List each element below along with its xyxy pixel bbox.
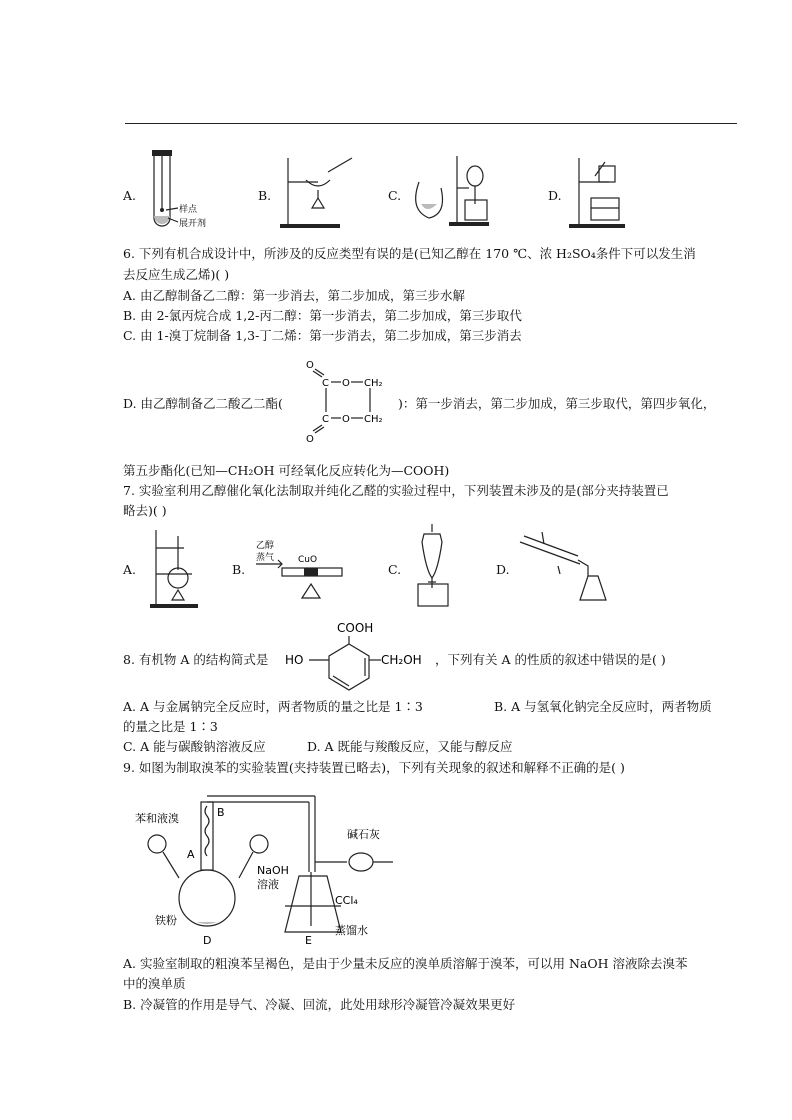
svg-text:蒸馏水: 蒸馏水 xyxy=(335,924,368,937)
q7-stem-line2: 略去)( ) xyxy=(123,503,167,518)
svg-text:B: B xyxy=(217,806,225,819)
q5-option-d: D. xyxy=(548,188,562,203)
q8-option-a: A. A 与金属钠完全反应时，两者物质的量之比是 1∶3 xyxy=(123,699,423,714)
svg-text:蒸气: 蒸气 xyxy=(256,553,275,563)
svg-text:E: E xyxy=(305,934,312,947)
q6-option-d-continued: 第五步酯化(已知—CH₂OH 可经氧化反应转化为—COOH) xyxy=(123,463,450,478)
svg-text:CH₂OH: CH₂OH xyxy=(381,653,422,667)
svg-text:C: C xyxy=(322,378,329,389)
q9-option-a-line1: A. 实验室制取的粗溴苯呈褐色，是由于少量未反应的溴单质溶解于溴苯，可以用 NaOH 溶液除去溴苯 xyxy=(123,956,688,971)
q6-option-b: B. 由 2-氯丙烷合成 1,2-丙二醇：第一步消去，第二步加成，第三步取代 xyxy=(123,308,522,323)
svg-text:CuO: CuO xyxy=(298,555,318,565)
q7-stem-line1: 7. 实验室利用乙醇催化氧化法制取并纯化乙醛的实验过程中，下列装置未涉及的是(部分夹持装置已 xyxy=(123,483,669,498)
svg-text:D: D xyxy=(203,934,212,947)
svg-text:A: A xyxy=(187,848,195,861)
svg-text:O: O xyxy=(306,360,314,371)
svg-text:苯和液溴: 苯和液溴 xyxy=(135,812,179,825)
q8-option-b: B. A 与氢氧化钠完全反应时，两者物质 xyxy=(494,699,712,714)
svg-text:COOH: COOH xyxy=(337,621,374,635)
svg-text:样点: 样点 xyxy=(179,205,198,215)
svg-text:O: O xyxy=(306,434,314,445)
svg-text:乙醇: 乙醇 xyxy=(256,541,275,551)
svg-text:C: C xyxy=(322,414,329,425)
svg-text:O: O xyxy=(342,414,350,425)
svg-text:O: O xyxy=(342,378,350,389)
header-rule xyxy=(125,123,737,124)
q7-option-d: D. xyxy=(496,562,510,577)
svg-text:NaOH: NaOH xyxy=(257,864,289,877)
svg-text:CH₂: CH₂ xyxy=(364,414,383,425)
svg-text:CCl₄: CCl₄ xyxy=(335,894,358,907)
q8-structure-figure xyxy=(283,616,443,696)
q7-option-c: C. xyxy=(388,562,402,577)
q7-option-a: A. xyxy=(123,562,137,577)
q8-option-c: C. A 能与碳酸钠溶液反应 xyxy=(123,739,266,754)
q5-tlc-tube-figure xyxy=(148,148,218,228)
q8-option-b-continued: 的量之比是 1∶3 xyxy=(123,719,218,734)
q7-cuo-tube-figure xyxy=(252,538,362,608)
svg-text:HO: HO xyxy=(285,653,304,667)
q6-option-d-post: )：第一步消去，第二步加成，第三步取代，第四步氧化， xyxy=(398,396,716,411)
q6-stem-line2: 去反应生成乙烯)( ) xyxy=(123,267,230,282)
q5-evaporation-figure xyxy=(278,152,358,232)
q7-distillation-flask-figure xyxy=(148,528,208,608)
svg-text:碱石灰: 碱石灰 xyxy=(347,828,380,841)
svg-text:展开剂: 展开剂 xyxy=(179,219,207,229)
q6-stem-line1: 6. 下列有机合成设计中，所涉及的反应类型有误的是(已知乙醇在 170 ℃、浓 H₂SO₄条件下可以发生消 xyxy=(123,246,696,261)
q5-option-b: B. xyxy=(258,188,272,203)
q9-option-a-line2: 中的溴单质 xyxy=(123,976,186,991)
q6-option-d-pre: D. 由乙醇制备乙二酸乙二酯( xyxy=(123,396,283,411)
q6-option-a: A. 由乙醇制备乙二醇：第一步消去，第二步加成，第三步水解 xyxy=(123,288,465,303)
q9-stem: 9. 如图为制取溴苯的实验装置(夹持装置已略去)，下列有关现象的叙述和解释不正确的是( ) xyxy=(123,760,625,775)
svg-text:CH₂: CH₂ xyxy=(364,378,383,389)
q9-option-b: B. 冷凝管的作用是导气、冷凝、回流，此处用球形冷凝管冷凝效果更好 xyxy=(123,997,516,1012)
q7-separatory-funnel-figure xyxy=(410,522,460,612)
q8-option-d: D. A 既能与羧酸反应，又能与醇反应 xyxy=(307,739,513,754)
q5-water-bath-figure xyxy=(565,152,635,232)
svg-text:溶液: 溶液 xyxy=(257,878,279,891)
q7-condenser-figure xyxy=(514,520,614,610)
svg-text:铁粉: 铁粉 xyxy=(155,914,177,927)
q5-option-c: C. xyxy=(388,188,402,203)
q8-stem-post: ，下列有关 A 的性质的叙述中错误的是( ) xyxy=(435,652,666,667)
ethylene-oxalate-structure xyxy=(300,356,400,446)
q5-option-a: A. xyxy=(123,188,137,203)
q8-stem-pre: 8. 有机物 A 的结构简式是 xyxy=(123,652,269,667)
q6-option-c: C. 由 1-溴丁烷制备 1,3-丁二烯：第一步消去，第二步加成，第三步消去 xyxy=(123,328,522,343)
q7-option-b: B. xyxy=(232,562,246,577)
q9-bromobenzene-apparatus xyxy=(135,776,415,946)
q5-separatory-funnel-figure xyxy=(405,152,495,232)
